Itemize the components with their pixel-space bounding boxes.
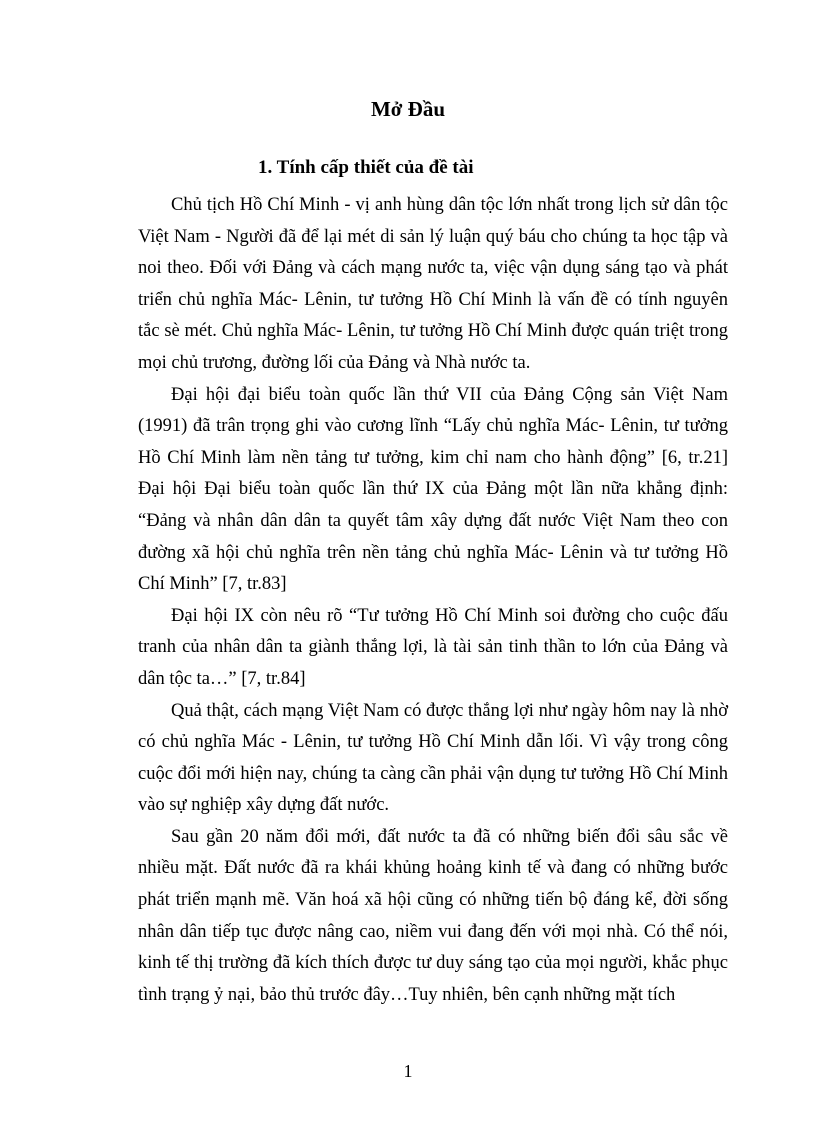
section-heading: 1. Tính cấp thiết của đề tài bbox=[258, 157, 474, 178]
paragraph: Quả thật, cách mạng Việt Nam có được thắng lợi như ngày hôm nay là nhờ có chủ nghĩa Mác - Lênin, tư tưởng Hồ Chí Minh dẫn lối. Vì vậy trong công cuộc đổi mới hiện nay, chúng ta càng cần phải vận dụng tư tưởng Hồ Chí Minh vào sự nghiệp xây dựng đất nước. bbox=[138, 700, 728, 816]
page-number: 1 bbox=[403, 1061, 413, 1081]
body-text bbox=[138, 190, 728, 1011]
paragraph: Đại hội IX còn nêu rõ “Tư tưởng Hồ Chí Minh soi đường cho cuộc đấu tranh của nhân dân ta giành thắng lợi, là tài sản tinh thần to lớn của Đảng và dân tộc ta…” [7, tr.84] bbox=[138, 605, 728, 689]
page-title: Mở Đầu bbox=[370, 97, 446, 121]
paragraph: Chủ tịch Hồ Chí Minh - vị anh hùng dân tộc lớn nhất trong lịch sử dân tộc Việt Nam - Người đã để lại mét di sản lý luận quý báu cho chúng ta học tập và noi theo. Đối với Đảng và cách mạng nước ta, việc vận dụng sáng tạo và phát triển chủ nghĩa Mác- Lênin, tư tưởng Hồ Chí Minh là vấn đề có tính nguyên tắc sè mét. Chủ nghĩa Mác- Lênin, tư tưởng Hồ Chí Minh được quán triệt trong mọi chủ trương, đường lối của Đảng và Nhà nước ta. bbox=[138, 195, 728, 373]
paragraph: Sau gần 20 năm đổi mới, đất nước ta đã có những biến đổi sâu sắc về nhiều mặt. Đất nước đã ra khái khủng hoảng kinh tế và đang có những bước phát triển mạnh mẽ. Văn hoá xã hội cũng có những tiến bộ đáng kể, đời sống nhân dân tiếp tục được nâng cao, niềm vui đang đến với mọi nhà. Có thể nói, kinh tế thị trường đã kích thích được tư duy sáng tạo của mọi người, khắc phục tình trạng ỷ nại, bảo thủ trước đây…Tuy nhiên, bên cạnh những mặt tích bbox=[138, 826, 728, 1005]
paragraph: Đại hội đại biểu toàn quốc lần thứ VII của Đảng Cộng sản Việt Nam (1991) đã trân trọng ghi vào cương lĩnh “Lấy chủ nghĩa Mác- Lênin, tư tưởng Hồ Chí Minh làm nền tảng tư tưởng, kim chỉ nam cho hành động” [6, tr.21] Đại hội Đại biểu toàn quốc lần thứ IX của Đảng một lần nữa khẳng định: “Đảng và nhân dân dân ta quyết tâm xây dựng đất nước Việt Nam theo con đường xã hội chủ nghĩa trên nền tảng chủ nghĩa Mác- Lênin và tư tưởng Hồ Chí Minh” [7, tr.83] bbox=[138, 384, 728, 595]
